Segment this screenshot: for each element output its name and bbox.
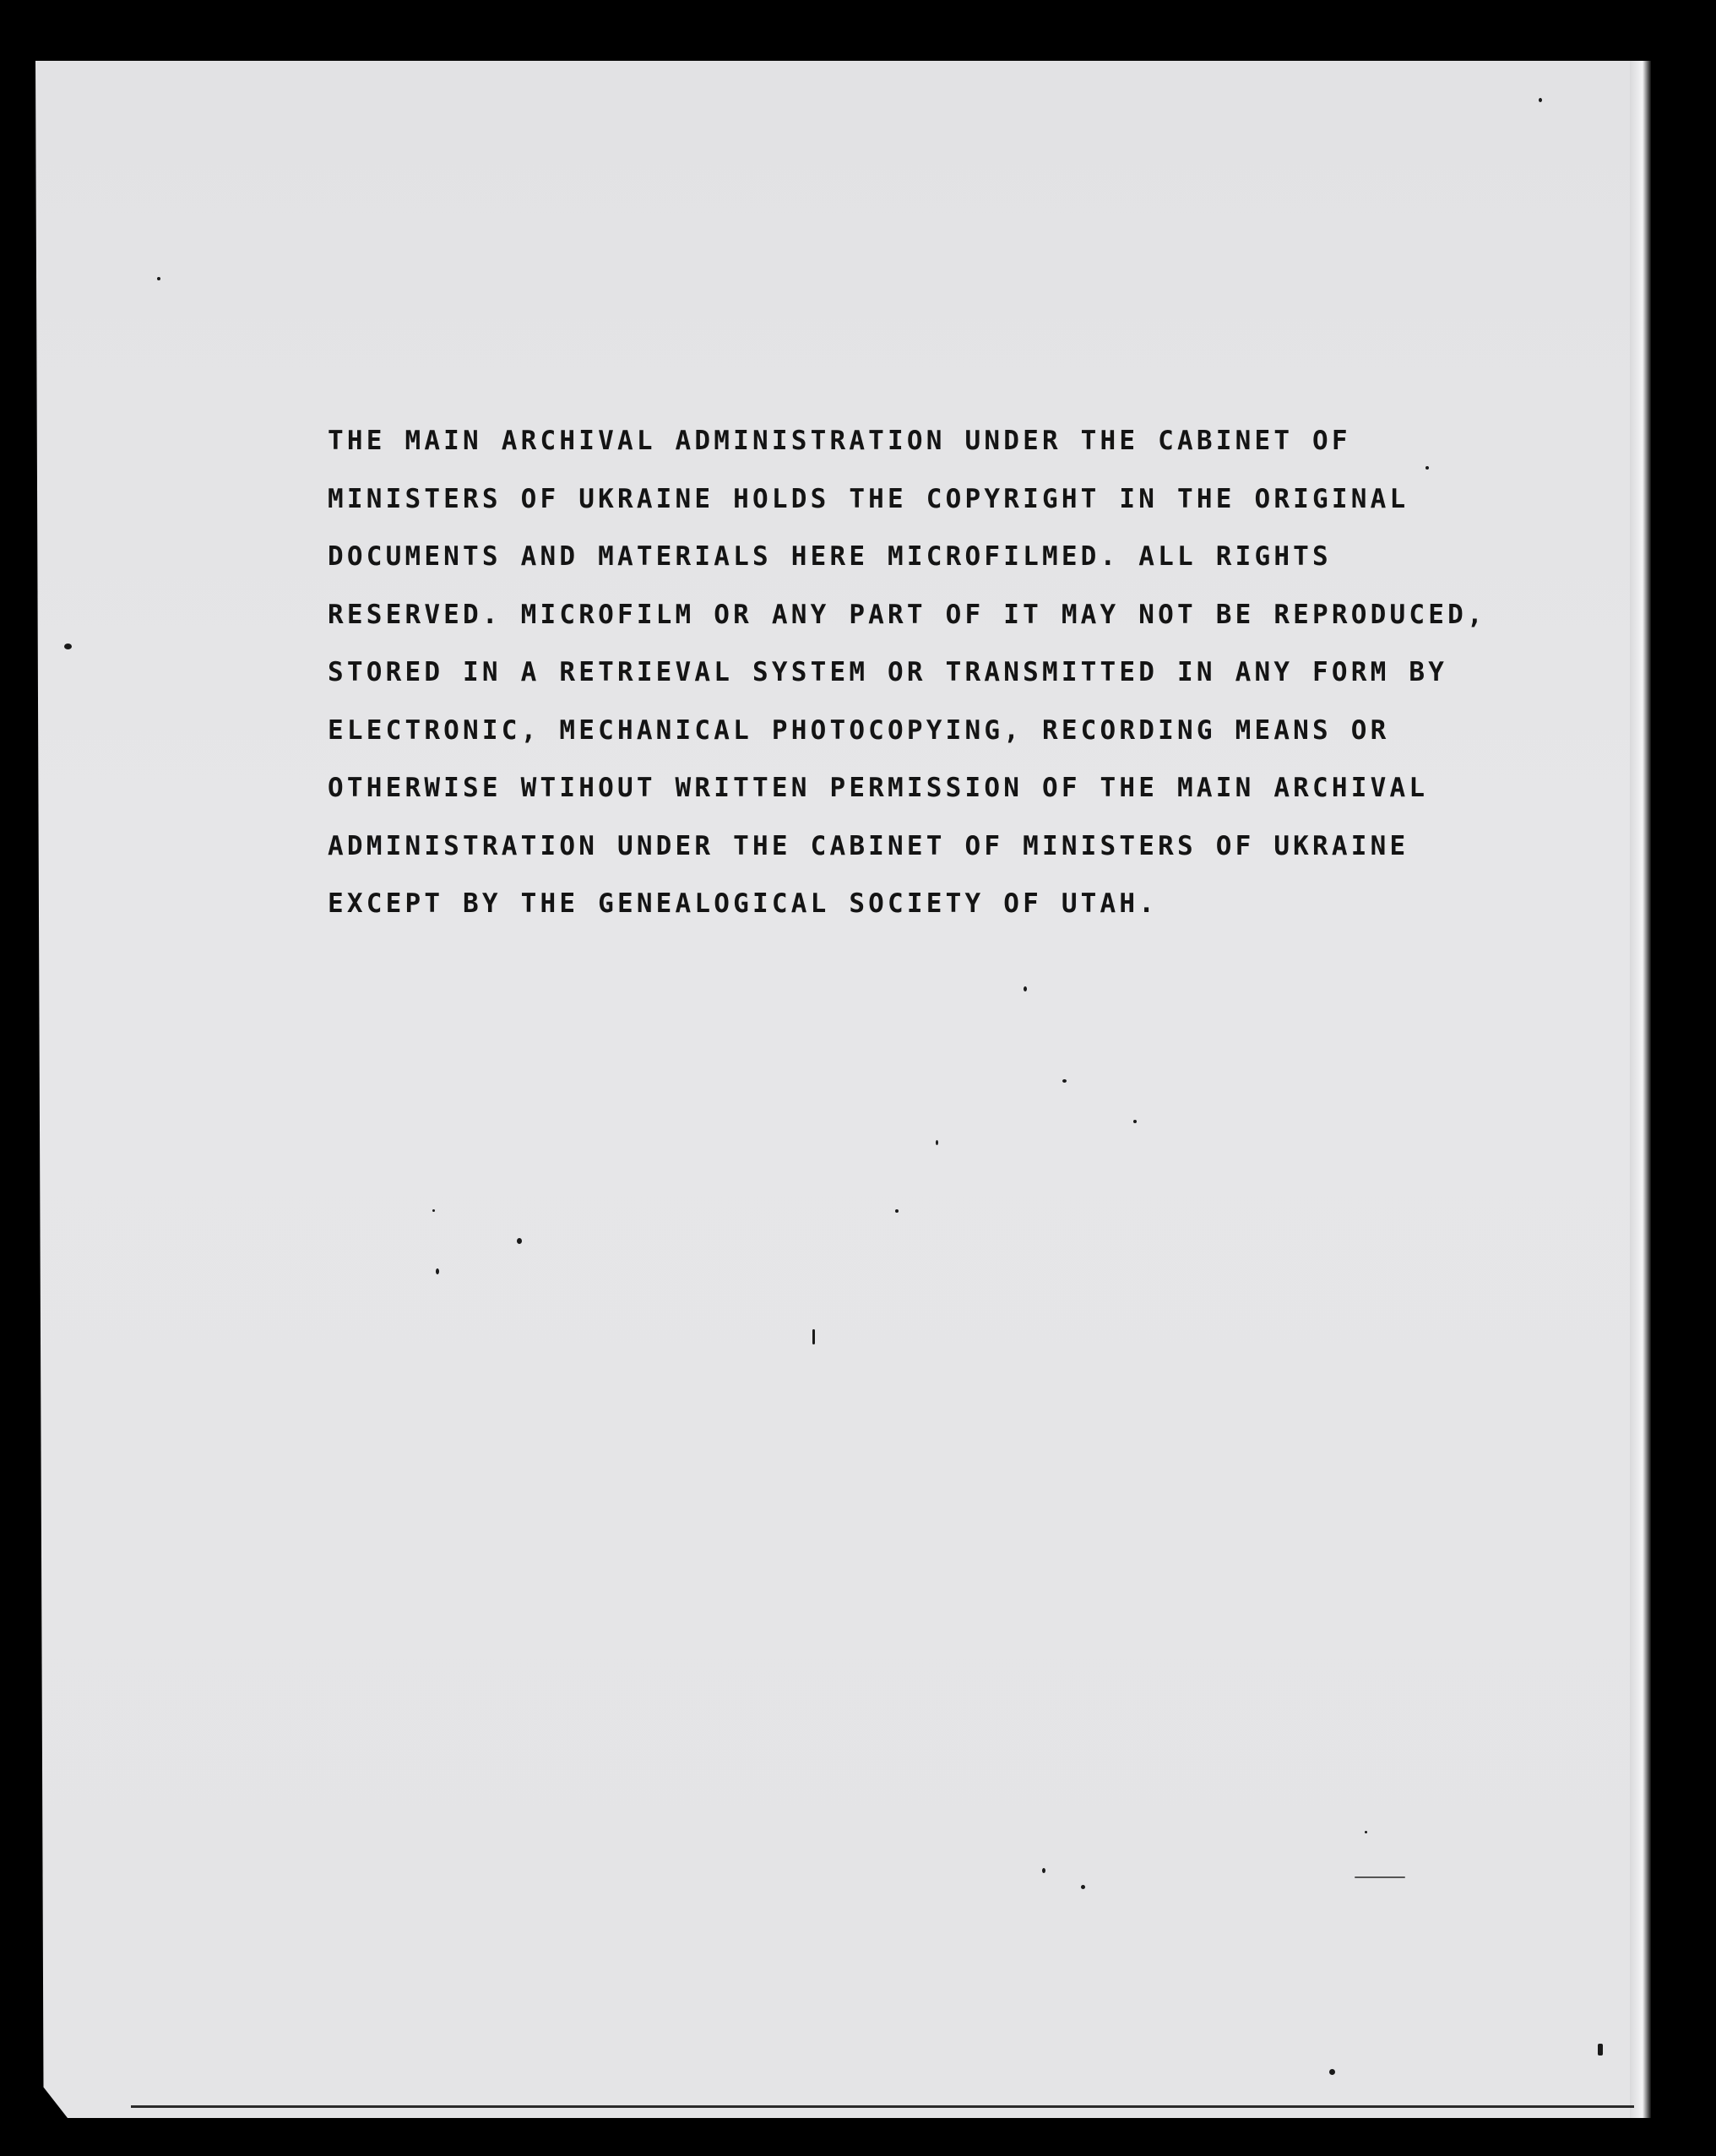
dust-speck <box>64 644 72 649</box>
notice-line: STORED IN A RETRIEVAL SYSTEM OR TRANSMITTED IN ANY FORM BY <box>328 657 1448 687</box>
dust-speck <box>936 1140 938 1145</box>
dust-speck <box>432 1209 435 1212</box>
dust-speck <box>1042 1868 1045 1873</box>
dust-speck <box>1329 2069 1335 2075</box>
dust-speck <box>157 277 160 280</box>
bottom-edge-line <box>131 2105 1634 2108</box>
dust-speck <box>1062 1079 1067 1083</box>
dust-speck <box>1425 466 1429 470</box>
dust-speck <box>1598 2044 1603 2056</box>
dust-speck <box>436 1268 439 1274</box>
notice-line: THE MAIN ARCHIVAL ADMINISTRATION UNDER THE CABINET OF <box>328 426 1351 456</box>
notice-line: MINISTERS OF UKRAINE HOLDS THE COPYRIGHT IN THE ORIGINAL <box>328 483 1409 514</box>
copyright-notice <box>328 424 1527 945</box>
notice-line: OTHERWISE WTIHOUT WRITTEN PERMISSION OF THE MAIN ARCHIVAL <box>328 773 1429 803</box>
dust-speck <box>812 1329 815 1344</box>
dust-speck <box>1355 1876 1405 1878</box>
dust-speck <box>517 1238 522 1244</box>
dust-speck <box>1133 1120 1137 1123</box>
paper-sheet <box>35 61 1640 2118</box>
notice-line: ADMINISTRATION UNDER THE CABINET OF MINISTERS OF UKRAINE <box>328 830 1409 861</box>
dust-speck <box>1539 98 1542 102</box>
notice-line: ELECTRONIC, MECHANICAL PHOTOCOPYING, RECORDING MEANS OR <box>328 714 1390 746</box>
dust-speck <box>1024 986 1027 991</box>
notice-line: RESERVED. MICROFILM OR ANY PART OF IT MAY NOT BE REPRODUCED, <box>328 599 1486 630</box>
paper-edge <box>1630 61 1651 2118</box>
dust-speck <box>1081 1885 1085 1889</box>
dust-speck <box>895 1209 899 1213</box>
notice-line: EXCEPT BY THE GENEALOGICAL SOCIETY OF UTAH. <box>328 888 1159 919</box>
notice-line: DOCUMENTS AND MATERIALS HERE MICROFILMED. ALL RIGHTS <box>328 541 1332 572</box>
dust-speck <box>1365 1831 1367 1833</box>
